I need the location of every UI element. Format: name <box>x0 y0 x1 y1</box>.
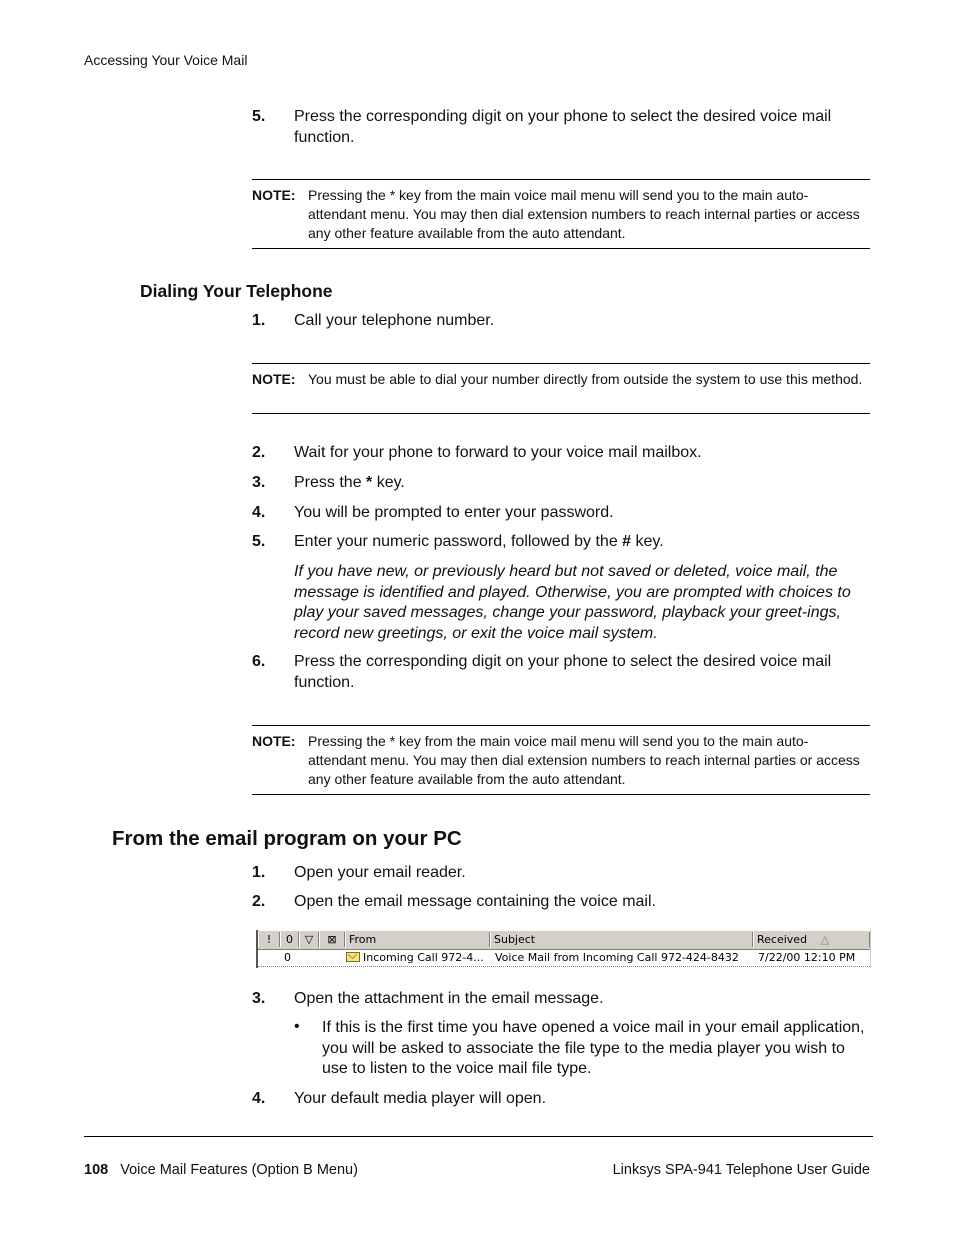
step-text: You will be prompted to enter your password. <box>294 504 614 521</box>
step-number: 5. <box>252 533 266 550</box>
step-number: 2. <box>252 444 266 461</box>
step-number: 5. <box>252 108 266 125</box>
step-text-part: key. <box>372 474 405 491</box>
subject-column-header[interactable]: Subject <box>490 932 753 947</box>
subject-cell: Voice Mail from Incoming Call 972-424-8432 <box>495 951 739 964</box>
received-cell: 7/22/00 12:10 PM <box>758 951 856 964</box>
note-box <box>252 363 870 414</box>
step-text: Your default media player will open. <box>294 1090 547 1107</box>
step-number: 1. <box>252 312 266 329</box>
footer-left <box>84 1162 358 1178</box>
bullet-text: If this is the first time you have opened a voice mail in your email application, you will be asked to associate the file type to the media player you wish to use to listen to the voice mail file type. <box>322 1019 865 1077</box>
step-text: Wait for your phone to forward to your voice mail mailbox. <box>294 444 702 461</box>
step-text: Press the corresponding digit on your phone to select the desired voice mail function. <box>294 653 832 691</box>
bullet-icon: • <box>294 1018 300 1035</box>
key-symbol: # <box>622 533 632 550</box>
step-text <box>294 532 872 553</box>
step-number: 3. <box>252 474 266 491</box>
email-list-screenshot <box>256 930 871 968</box>
email-row[interactable] <box>258 950 870 967</box>
section-heading: Dialing Your Telephone <box>140 281 333 301</box>
note-text: You must be able to dial your number directly from outside the system to use this method. <box>308 371 863 387</box>
received-label: Received <box>757 933 808 946</box>
flag-column-header[interactable]: ▽ <box>299 932 319 947</box>
step-number: 4. <box>252 504 266 521</box>
step-text: Open the attachment in the email message. <box>294 990 604 1007</box>
running-header: Accessing Your Voice Mail <box>84 52 248 68</box>
received-column-header[interactable] <box>753 932 870 947</box>
attachment-icon: 0 <box>284 951 291 964</box>
page-number: 108 <box>84 1162 109 1178</box>
section-heading: From the email program on your PC <box>112 827 462 850</box>
sort-ascending-icon: △ <box>820 933 830 946</box>
from-column-header[interactable]: From <box>345 932 490 947</box>
step-text-part: Press the <box>294 474 367 491</box>
step-text: Open the email message containing the voice mail. <box>294 893 656 910</box>
step-number: 4. <box>252 1090 266 1107</box>
email-list-header <box>258 930 870 950</box>
step-text <box>294 473 872 494</box>
step-text-part: key. <box>631 533 664 550</box>
unread-envelope-icon <box>346 952 360 962</box>
step-number: 1. <box>252 864 266 881</box>
chapter-title: Voice Mail Features (Option B Menu) <box>120 1162 358 1178</box>
step-text: Press the corresponding digit on your phone to select the desired voice mail function. <box>294 108 832 146</box>
step-number: 3. <box>252 990 266 1007</box>
step-number: 2. <box>252 893 266 910</box>
importance-column-header[interactable]: ! <box>258 932 280 947</box>
icon-column-header[interactable]: ⊠ <box>319 932 345 947</box>
from-cell <box>346 950 489 966</box>
note-box <box>252 179 870 249</box>
italic-paragraph: If you have new, or previously heard but not saved or deleted, voice mail, the message is identified and played. Otherwise, you are prompted with choices to play your saved messages, change your password, playback your greet-ings, record new greetings, or exit the voice mail system. <box>294 563 851 642</box>
note-text: Pressing the * key from the main voice mail menu will send you to the main auto-attendant menu. You may then dial extension numbers to reach internal parties or access any other feature available from the auto attendant. <box>308 733 860 787</box>
guide-title: Linksys SPA-941 Telephone User Guide <box>612 1162 870 1178</box>
note-box <box>252 725 870 795</box>
note-text: Pressing the * key from the main voice mail menu will send you to the main auto-attendant menu. You may then dial extension numbers to reach internal parties or access any other feature available from the auto attendant. <box>308 187 860 241</box>
note-label: NOTE: <box>252 733 296 749</box>
step-text: Open your email reader. <box>294 864 466 881</box>
from-text: Incoming Call 972-4... <box>363 951 484 964</box>
step-text-part: Enter your numeric password, followed by the <box>294 533 623 550</box>
step-text: Call your telephone number. <box>294 312 495 329</box>
step-number: 6. <box>252 653 266 670</box>
footer-rule <box>84 1136 873 1137</box>
key-symbol: * <box>366 474 373 491</box>
attachment-column-header[interactable]: 0 <box>280 932 299 947</box>
note-label: NOTE: <box>252 371 296 387</box>
note-label: NOTE: <box>252 187 296 203</box>
